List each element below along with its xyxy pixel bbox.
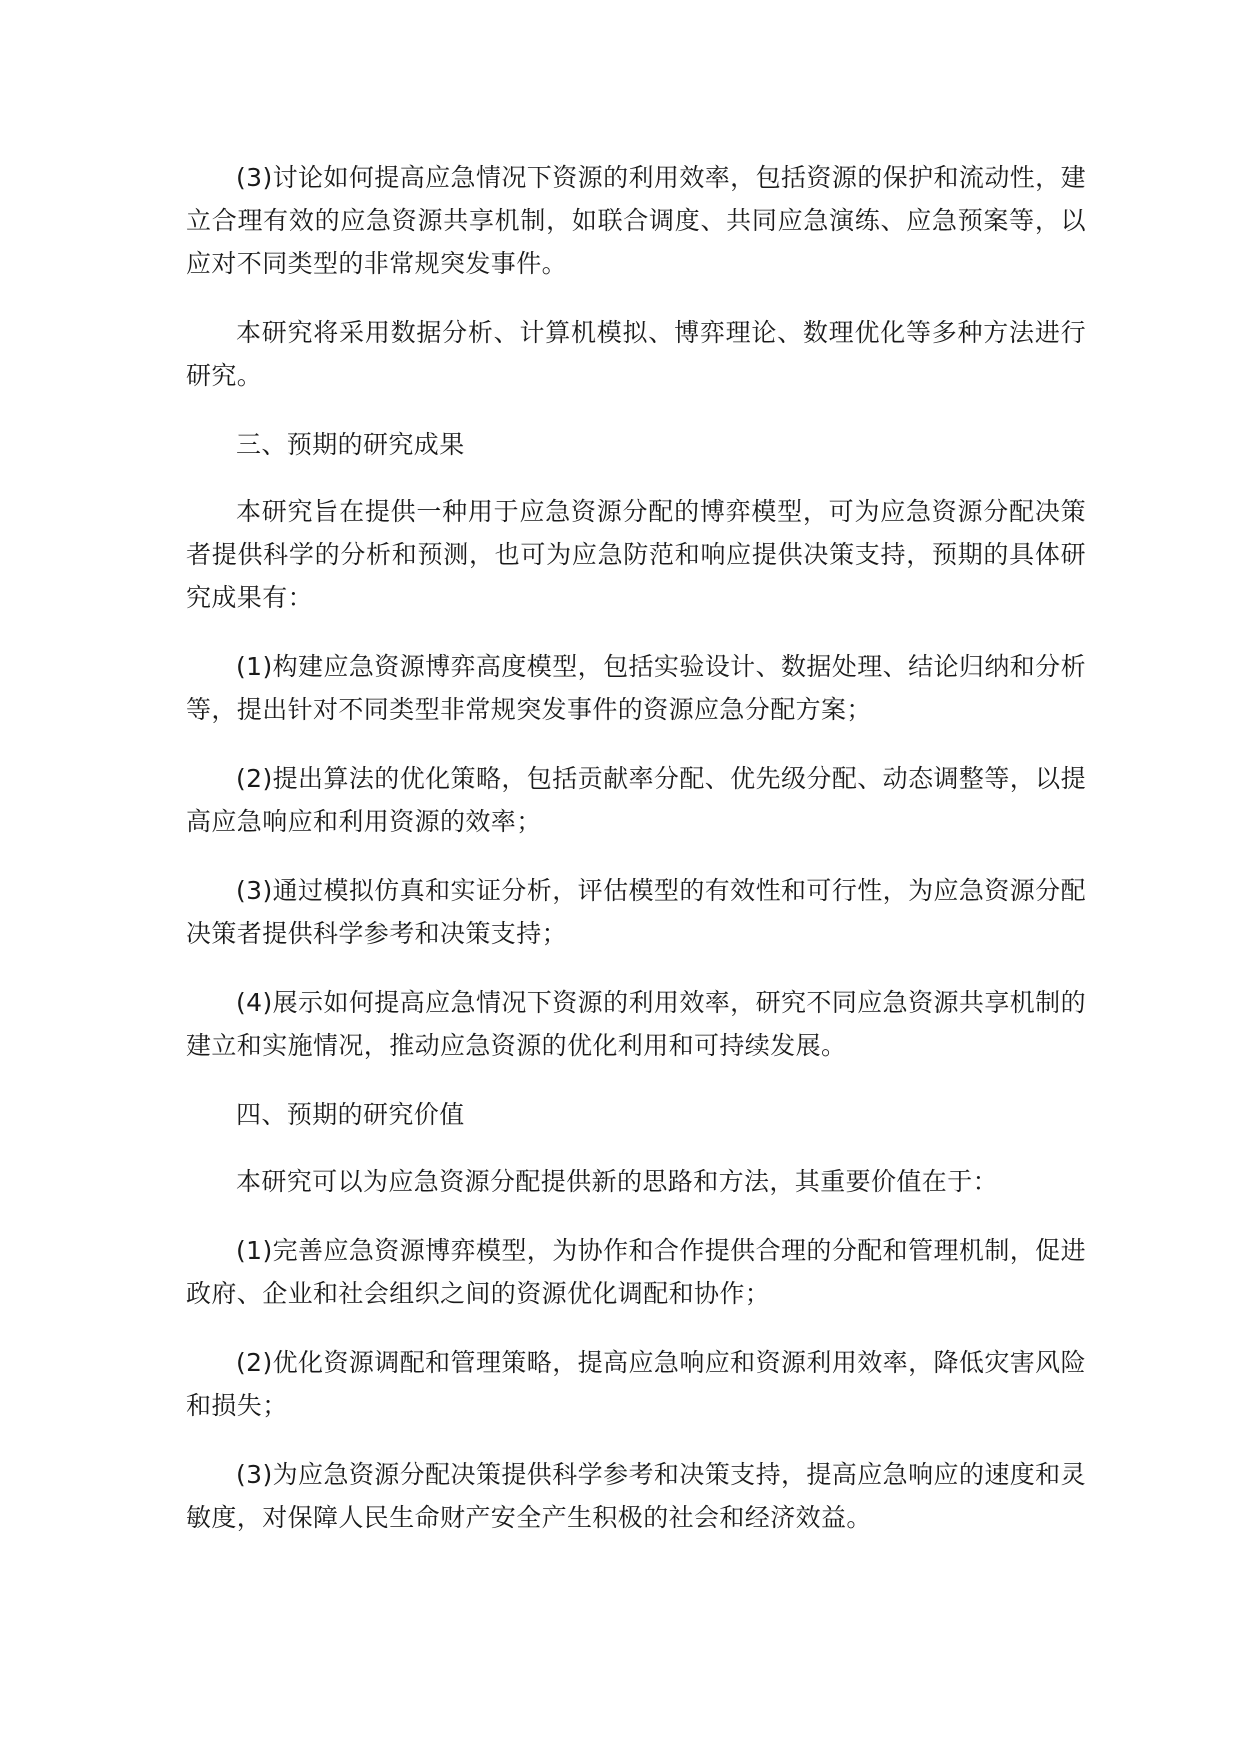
paragraph-research-methods: 本研究将采用数据分析、计算机模拟、博弈理论、数理优化等多种方法进行研究。 xyxy=(186,318,1086,390)
section-heading-expected-value: 四、预期的研究价值 xyxy=(236,1100,465,1129)
paragraph-results-intro: 本研究旨在提供一种用于应急资源分配的博弈模型，可为应急资源分配决策者提供科学的分析和预测，也可为应急防范和响应提供决策支持，预期的具体研究成果有： xyxy=(186,497,1086,612)
paragraph-result-item-1: (1)构建应急资源博弈高度模型，包括实验设计、数据处理、结论归纳和分析等，提出针对不同类型非常规突发事件的资源应急分配方案； xyxy=(186,652,1086,724)
document-body xyxy=(186,156,1086,1565)
paragraph-result-item-2: (2)提出算法的优化策略，包括贡献率分配、优先级分配、动态调整等，以提高应急响应和利用资源的效率； xyxy=(186,764,1086,836)
paragraph-value-item-3: (3)为应急资源分配决策提供科学参考和决策支持，提高应急响应的速度和灵敏度，对保障人民生命财产安全产生积极的社会和经济效益。 xyxy=(186,1460,1086,1532)
paragraph-item-3-discussion: (3)讨论如何提高应急情况下资源的利用效率，包括资源的保护和流动性，建立合理有效的应急资源共享机制，如联合调度、共同应急演练、应急预案等，以应对不同类型的非常规突发事件。 xyxy=(186,163,1086,278)
section-heading-expected-results: 三、预期的研究成果 xyxy=(236,430,465,459)
paragraph-value-item-1: (1)完善应急资源博弈模型，为协作和合作提供合理的分配和管理机制，促进政府、企业和社会组织之间的资源优化调配和协作； xyxy=(186,1236,1086,1308)
paragraph-value-intro: 本研究可以为应急资源分配提供新的思路和方法，其重要价值在于： xyxy=(236,1167,999,1196)
paragraph-result-item-3: (3)通过模拟仿真和实证分析，评估模型的有效性和可行性，为应急资源分配决策者提供科学参考和决策支持； xyxy=(186,876,1086,948)
paragraph-value-item-2: (2)优化资源调配和管理策略，提高应急响应和资源利用效率，降低灾害风险和损失； xyxy=(186,1348,1086,1420)
paragraph-result-item-4: (4)展示如何提高应急情况下资源的利用效率，研究不同应急资源共享机制的建立和实施情况，推动应急资源的优化利用和可持续发展。 xyxy=(186,988,1086,1060)
